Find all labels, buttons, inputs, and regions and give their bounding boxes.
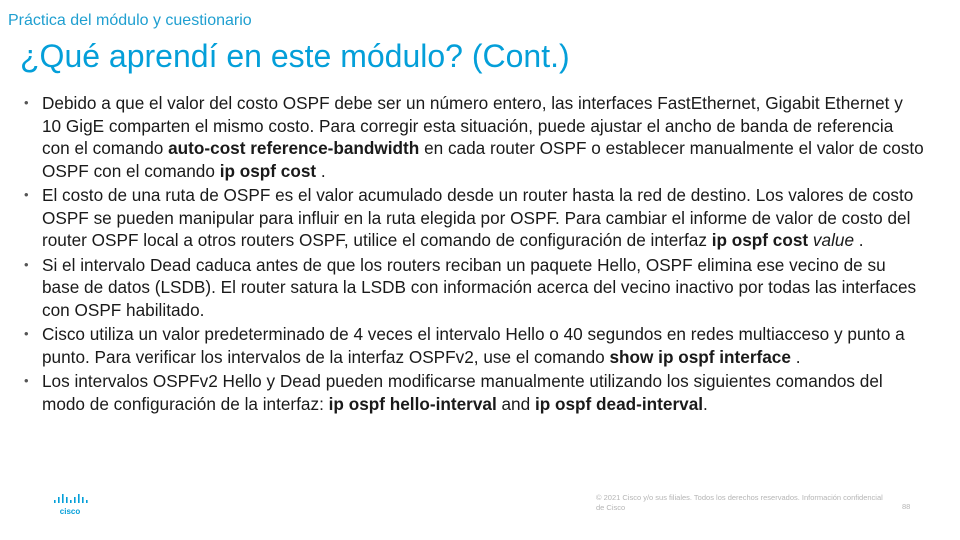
- body-text: .: [316, 160, 326, 181]
- command-text: ip ospf dead-interval: [534, 393, 704, 414]
- body-text: and: [496, 393, 535, 414]
- bullet-icon: •: [24, 326, 29, 341]
- command-text: ip ospf cost: [219, 160, 317, 181]
- bullet-icon: •: [24, 95, 29, 110]
- command-text: ip ospf hello-interval: [328, 393, 497, 414]
- body-text: Los intervalos OSPFv2 Hello y Dead pueden modificarse manualmente utilizando los siguientes comandos del modo de configuración de la interfaz:: [42, 371, 883, 414]
- bullet-icon: •: [24, 187, 29, 202]
- bullet-item: [24, 254, 924, 322]
- body-text: El costo de una ruta de OSPF es el valor acumulado desde un router hasta la red de destino. Los valores de costo OSPF se pueden manipular para influir en la ruta elegida por OSPF. Para cambiar el informe de valor de costo del router OSPF local a otros routers OSPF, utilice el comando de configuración de interfaz: [42, 185, 914, 250]
- bullet-item: [24, 184, 924, 252]
- bullet-item: [24, 323, 924, 368]
- section-label: Práctica del módulo y cuestionario: [8, 12, 252, 29]
- slide-title: ¿Qué aprendí en este módulo? (Cont.): [20, 38, 570, 74]
- body-text: .: [703, 393, 708, 414]
- body-text: en cada router OSPF o establecer manualmente el valor de costo OSPF con el comando: [42, 138, 924, 181]
- bullet-item: [24, 92, 924, 182]
- page-number: 88: [902, 502, 911, 511]
- argument-text: value: [812, 230, 855, 250]
- bullet-icon: •: [24, 256, 29, 272]
- command-text: auto-cost reference-bandwidth: [168, 138, 420, 158]
- body-text: .: [790, 346, 801, 367]
- cisco-logo-icon: [50, 494, 90, 518]
- command-text: show ip ospf interface: [609, 346, 791, 367]
- bullet-list: [24, 92, 924, 417]
- bullet-icon: •: [24, 373, 29, 388]
- body-text: Debido a que el valor del costo OSPF debe ser un número entero, las interfaces FastEthernet, Gigabit Ethernet y 10 GigE comparten el mismo costo. Para corregir esta situación, puede ajustar el ancho de banda de referencia con el comando: [42, 93, 903, 158]
- bullet-item: [24, 370, 924, 415]
- body-text: .: [854, 230, 864, 250]
- command-text: ip ospf cost: [711, 230, 809, 250]
- body-text: Cisco utiliza un valor predeterminado de 4 veces el intervalo Hello o 40 segundos en redes multiacceso y punto a punto. Para verificar los intervalos de la interfaz OSPFv2, use el comando: [42, 324, 905, 367]
- body-text: Si el intervalo Dead caduca antes de que los routers reciban un paquete Hello, OSPF elimina ese vecino de su base de datos (LSDB). El router satura la LSDB con información acerca del vecino inactivo por todas las interfaces con OSPF habilitado.: [42, 254, 917, 320]
- logo-text: cisco: [59, 507, 81, 516]
- footer-copyright: © 2021 Cisco y/o sus filiales. Todos los derechos reservados. Información confidencial de Cisco: [596, 493, 883, 512]
